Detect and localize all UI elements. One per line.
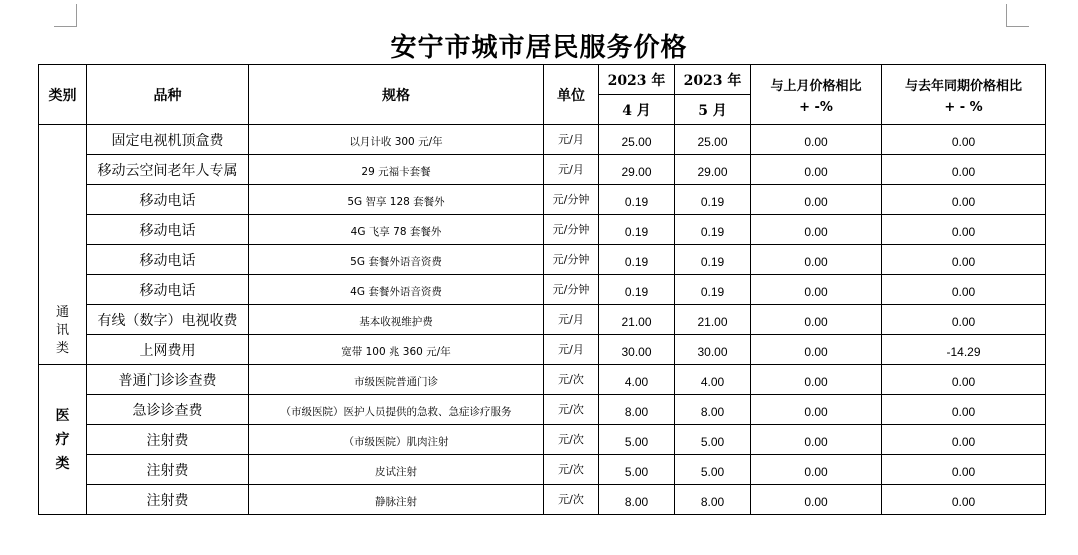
change-yoy: 0.00	[882, 125, 1046, 155]
price-april: 8.00	[599, 395, 675, 425]
unit-text: 元/次	[544, 395, 599, 425]
price-may: 25.00	[675, 125, 751, 155]
unit-text: 元/分钟	[544, 275, 599, 305]
price-table	[38, 64, 1046, 515]
header-month-april: 4 月	[599, 95, 675, 125]
item-name: 移动电话	[87, 185, 249, 215]
price-table-body	[39, 125, 1046, 515]
item-name: 固定电视机顶盒费	[87, 125, 249, 155]
header-yoy-label: 与去年同期价格相比	[904, 78, 1022, 94]
change-mom: 0.00	[751, 305, 882, 335]
change-mom: 0.00	[751, 335, 882, 365]
category-cell-comm	[39, 125, 87, 365]
price-may: 0.19	[675, 185, 751, 215]
page-corner-mark-right	[1006, 4, 1029, 27]
item-name: 注射费	[87, 485, 249, 515]
category-char: 医	[55, 407, 70, 424]
table-row	[39, 425, 1046, 455]
table-row	[39, 275, 1046, 305]
table-row	[39, 215, 1046, 245]
header-mom-sign: + -%	[799, 99, 833, 115]
item-name: 普通门诊诊查费	[87, 365, 249, 395]
change-mom: 0.00	[751, 185, 882, 215]
unit-text: 元/月	[544, 125, 599, 155]
change-yoy: 0.00	[882, 155, 1046, 185]
spec-text: 4G 飞享 78 套餐外	[249, 215, 544, 245]
change-mom: 0.00	[751, 455, 882, 485]
spec-text: 皮试注射	[249, 455, 544, 485]
spec-text: （市级医院）医护人员提供的急救、急症诊疗服务	[249, 395, 544, 425]
spec-text: 5G 套餐外语音资费	[249, 245, 544, 275]
table-row	[39, 485, 1046, 515]
change-mom: 0.00	[751, 275, 882, 305]
spec-text: 静脉注射	[249, 485, 544, 515]
price-may: 0.19	[675, 275, 751, 305]
change-mom: 0.00	[751, 245, 882, 275]
unit-text: 元/分钟	[544, 245, 599, 275]
change-mom: 0.00	[751, 365, 882, 395]
price-may: 21.00	[675, 305, 751, 335]
price-april: 29.00	[599, 155, 675, 185]
category-char: 疗	[55, 431, 70, 448]
change-mom: 0.00	[751, 125, 882, 155]
item-name: 注射费	[87, 455, 249, 485]
unit-text: 元/月	[544, 305, 599, 335]
change-mom: 0.00	[751, 485, 882, 515]
spec-text: 4G 套餐外语音资费	[249, 275, 544, 305]
header-mom-change	[751, 65, 882, 125]
change-yoy: 0.00	[882, 245, 1046, 275]
header-item: 品种	[87, 65, 249, 125]
table-row	[39, 155, 1046, 185]
price-may: 5.00	[675, 425, 751, 455]
category-char: 通	[55, 305, 69, 320]
item-name: 注射费	[87, 425, 249, 455]
header-mom-label: 与上月价格相比	[770, 78, 862, 94]
page-corner-mark-left	[54, 4, 77, 27]
table-row	[39, 185, 1046, 215]
price-may: 0.19	[675, 215, 751, 245]
price-april: 25.00	[599, 125, 675, 155]
item-name: 急诊诊查费	[87, 395, 249, 425]
change-yoy: 0.00	[882, 425, 1046, 455]
spec-text: 基本收视维护费	[249, 305, 544, 335]
table-row	[39, 245, 1046, 275]
unit-text: 元/月	[544, 155, 599, 185]
table-row	[39, 335, 1046, 365]
price-april: 8.00	[599, 485, 675, 515]
header-spec: 规格	[249, 65, 544, 125]
table-row	[39, 365, 1046, 395]
price-may: 30.00	[675, 335, 751, 365]
spec-text: 29 元福卡套餐	[249, 155, 544, 185]
change-yoy: -14.29	[882, 335, 1046, 365]
change-mom: 0.00	[751, 425, 882, 455]
price-april: 0.19	[599, 245, 675, 275]
header-unit: 单位	[544, 65, 599, 125]
change-yoy: 0.00	[882, 455, 1046, 485]
price-may: 0.19	[675, 245, 751, 275]
change-yoy: 0.00	[882, 185, 1046, 215]
spec-text: 以月计收 300 元/年	[249, 125, 544, 155]
unit-text: 元/次	[544, 425, 599, 455]
price-april: 30.00	[599, 335, 675, 365]
header-category: 类别	[39, 65, 87, 125]
change-yoy: 0.00	[882, 485, 1046, 515]
category-char: 类	[55, 455, 70, 472]
change-yoy: 0.00	[882, 305, 1046, 335]
unit-text: 元/次	[544, 365, 599, 395]
spec-text: 市级医院普通门诊	[249, 365, 544, 395]
item-name: 有线（数字）电视收费	[87, 305, 249, 335]
table-row	[39, 395, 1046, 425]
change-mom: 0.00	[751, 395, 882, 425]
spec-text: （市级医院）肌肉注射	[249, 425, 544, 455]
table-row	[39, 455, 1046, 485]
category-char: 讯	[55, 323, 69, 338]
price-may: 4.00	[675, 365, 751, 395]
unit-text: 元/次	[544, 485, 599, 515]
price-may: 8.00	[675, 485, 751, 515]
page-title: 安宁市城市居民服务价格	[390, 33, 688, 63]
item-name: 移动电话	[87, 215, 249, 245]
change-yoy: 0.00	[882, 395, 1046, 425]
header-year-may: 2023 年	[675, 65, 751, 95]
header-month-may: 5 月	[675, 95, 751, 125]
table-row	[39, 305, 1046, 335]
unit-text: 元/分钟	[544, 215, 599, 245]
unit-text: 元/分钟	[544, 185, 599, 215]
item-name: 上网费用	[87, 335, 249, 365]
price-may: 8.00	[675, 395, 751, 425]
item-name: 移动电话	[87, 275, 249, 305]
spec-text: 宽带 100 兆 360 元/年	[249, 335, 544, 365]
item-name: 移动云空间老年人专属	[87, 155, 249, 185]
price-april: 4.00	[599, 365, 675, 395]
table-row	[39, 125, 1046, 155]
price-may: 29.00	[675, 155, 751, 185]
category-char: 类	[55, 341, 69, 356]
header-row-1	[39, 65, 1046, 95]
change-mom: 0.00	[751, 155, 882, 185]
price-april: 5.00	[599, 425, 675, 455]
header-year-april: 2023 年	[599, 65, 675, 95]
item-name: 移动电话	[87, 245, 249, 275]
change-yoy: 0.00	[882, 275, 1046, 305]
price-april: 5.00	[599, 455, 675, 485]
price-april: 0.19	[599, 275, 675, 305]
change-yoy: 0.00	[882, 365, 1046, 395]
category-cell-med	[39, 365, 87, 515]
change-yoy: 0.00	[882, 215, 1046, 245]
change-mom: 0.00	[751, 215, 882, 245]
price-april: 0.19	[599, 215, 675, 245]
price-may: 5.00	[675, 455, 751, 485]
spec-text: 5G 智享 128 套餐外	[249, 185, 544, 215]
header-yoy-change	[882, 65, 1046, 125]
header-yoy-sign: + - %	[944, 99, 983, 115]
unit-text: 元/次	[544, 455, 599, 485]
price-april: 21.00	[599, 305, 675, 335]
unit-text: 元/月	[544, 335, 599, 365]
price-april: 0.19	[599, 185, 675, 215]
